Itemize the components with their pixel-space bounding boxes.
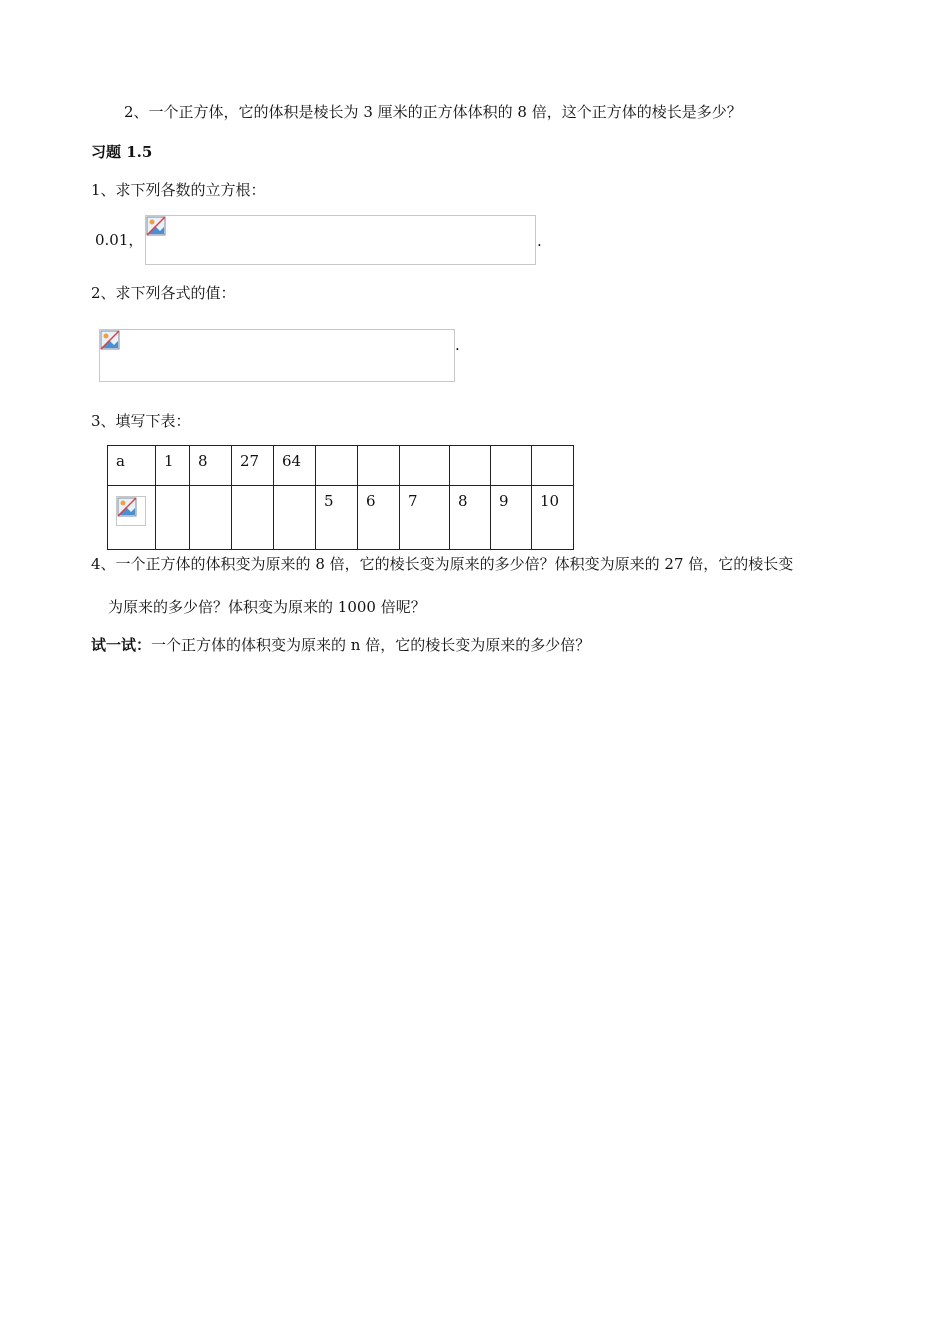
table-cell bbox=[358, 446, 400, 486]
question-1-prefix: 0.01， bbox=[95, 231, 144, 249]
table-cell bbox=[156, 486, 190, 550]
try-it bbox=[91, 635, 590, 655]
try-it-text: 一个正方体的体积变为原来的 n 倍，它的棱长变为原来的多少倍？ bbox=[151, 636, 591, 654]
table-cell bbox=[450, 446, 491, 486]
table-cell: 64 bbox=[274, 446, 316, 486]
table-row-b bbox=[108, 486, 574, 550]
table-cell: 8 bbox=[450, 486, 491, 550]
question-2-suffix: . bbox=[455, 336, 460, 354]
table-cell bbox=[190, 486, 232, 550]
formula-image bbox=[116, 496, 146, 526]
question-1: 1、求下列各数的立方根： bbox=[91, 181, 266, 199]
table-cell: 5 bbox=[316, 486, 358, 550]
question-3: 3、填写下表： bbox=[91, 412, 191, 430]
question-2: 2、求下列各式的值： bbox=[91, 284, 236, 302]
table-cell bbox=[232, 486, 274, 550]
table-cell: 6 bbox=[358, 486, 400, 550]
table-cell bbox=[108, 486, 156, 550]
section-title: 习题 1.5 bbox=[91, 143, 153, 161]
table-cell: 8 bbox=[190, 446, 232, 486]
formula-image bbox=[99, 329, 455, 382]
table-cell: 27 bbox=[232, 446, 274, 486]
table-cell: 1 bbox=[156, 446, 190, 486]
broken-image-icon bbox=[100, 330, 120, 350]
broken-image-icon bbox=[117, 497, 137, 517]
table-cell: 9 bbox=[491, 486, 532, 550]
table-cell: 10 bbox=[532, 486, 574, 550]
question-1-suffix: . bbox=[537, 232, 542, 250]
broken-image-icon bbox=[146, 216, 166, 236]
table-row-a bbox=[108, 446, 574, 486]
question-4-line-1: 4、一个正方体的体积变为原来的 8 倍，它的棱长变为原来的多少倍？体积变为原来的 27 倍，它的棱长变 bbox=[91, 555, 794, 573]
table-cell bbox=[400, 446, 450, 486]
table-cell: 7 bbox=[400, 486, 450, 550]
table-cell bbox=[274, 486, 316, 550]
table-cell: a bbox=[108, 446, 156, 486]
table-cell bbox=[491, 446, 532, 486]
question-4-line-2: 为原来的多少倍？体积变为原来的 1000 倍呢？ bbox=[108, 598, 426, 616]
problem-2: 2、一个正方体，它的体积是棱长为 3 厘米的正方体体积的 8 倍，这个正方体的棱长是多少？ bbox=[124, 103, 742, 121]
try-it-label: 试一试： bbox=[91, 636, 152, 654]
formula-image bbox=[145, 215, 536, 265]
table-cell bbox=[532, 446, 574, 486]
cube-root-table bbox=[107, 445, 574, 550]
table-cell bbox=[316, 446, 358, 486]
